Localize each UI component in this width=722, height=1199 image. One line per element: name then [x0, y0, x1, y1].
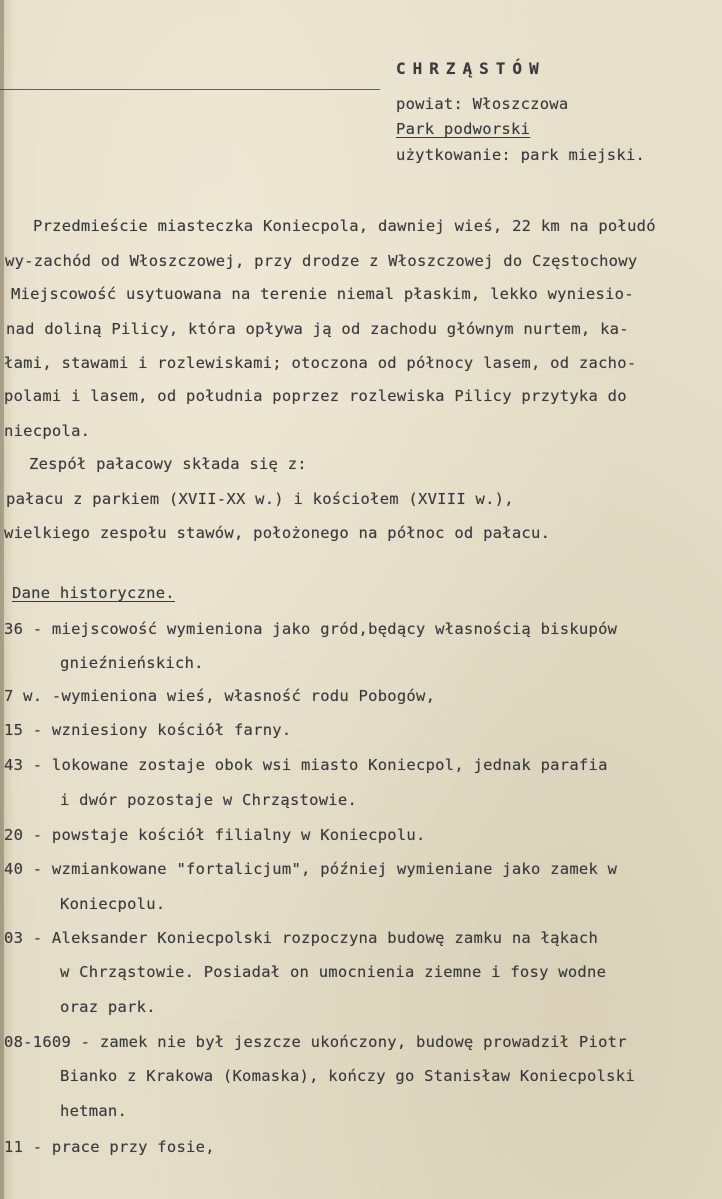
header-rule — [0, 89, 380, 90]
history-entry-line: Bianko z Krakowa (Komaska), kończy go Stanisław Koniecpolski — [60, 1067, 635, 1085]
description-line: nad doliną Pilicy, która opływa ją od zachodu głównym nurtem, ka- — [6, 320, 629, 338]
history-entry-line: w Chrząstowie. Posiadał on umocnienia ziemne i fosy wodne — [60, 963, 607, 981]
history-entry-line: 08-1609 - zamek nie był jeszcze ukończony, budowę prowadził Piotr — [4, 1033, 627, 1051]
description-line: niecpola. — [4, 422, 91, 440]
history-entry-line: i dwór pozostaje w Chrząstowie. — [60, 791, 358, 809]
description-line: łami, stawami i rozlewiskami; otoczona od północy lasem, od zacho- — [4, 354, 637, 372]
description-line: wy-zachód od Włoszczowej, przy drodze z Włoszczowej do Częstochowy — [5, 252, 638, 270]
description-line: Przedmieście miasteczka Koniecpola, dawniej wieś, 22 km na połudó — [33, 217, 656, 235]
history-heading: Dane historyczne. — [12, 584, 175, 602]
description-line: polami i lasem, od południa poprzez rozlewiska Pilicy przytyka do — [4, 387, 627, 405]
complex-item: pałacu z parkiem (XVII-XX w.) i kościołem (XVIII w.), — [6, 490, 514, 508]
history-entry-line: 43 - lokowane zostaje obok wsi miasto Koniecpol, jednak parafia — [4, 756, 608, 774]
page-binding-edge — [0, 0, 4, 1199]
complex-item: wielkiego zespołu stawów, położonego na północ od pałacu. — [4, 524, 551, 542]
complex-intro: Zespół pałacowy składa się z: — [29, 455, 307, 473]
history-entry-line: 40 - wzmiankowane "fortalicjum", później wymieniane jako zamek w — [4, 860, 618, 878]
history-entry-line: hetman. — [60, 1102, 128, 1120]
park-type-line: Park podworski — [396, 120, 531, 138]
document-title: CHRZĄSTÓW — [396, 59, 546, 78]
history-entry-line: 11 - prace przy fosie, — [4, 1138, 215, 1156]
usage-line: użytkowanie: park miejski. — [396, 146, 646, 164]
history-entry-line: 36 - miejscowość wymieniona jako gród,będący własnością biskupów — [4, 620, 618, 638]
history-entry-line: 20 - powstaje kościół filialny w Koniecpolu. — [4, 826, 426, 844]
history-entry-line: Koniecpolu. — [60, 895, 166, 913]
county-line: powiat: Włoszczowa — [396, 95, 569, 113]
description-line: Miejscowość usytuowana na terenie niemal płaskim, lekko wyniesio- — [11, 285, 634, 303]
history-entry-line: oraz park. — [60, 998, 156, 1016]
history-entry-line: gnieźnieńskich. — [60, 654, 204, 672]
history-entry-line: 03 - Aleksander Koniecpolski rozpoczyna budowę zamku na łąkach — [4, 929, 599, 947]
history-entry-line: 7 w. -wymieniona wieś, własność rodu Pobogów, — [4, 687, 436, 705]
history-entry-line: 15 - wzniesiony kościół farny. — [4, 721, 292, 739]
